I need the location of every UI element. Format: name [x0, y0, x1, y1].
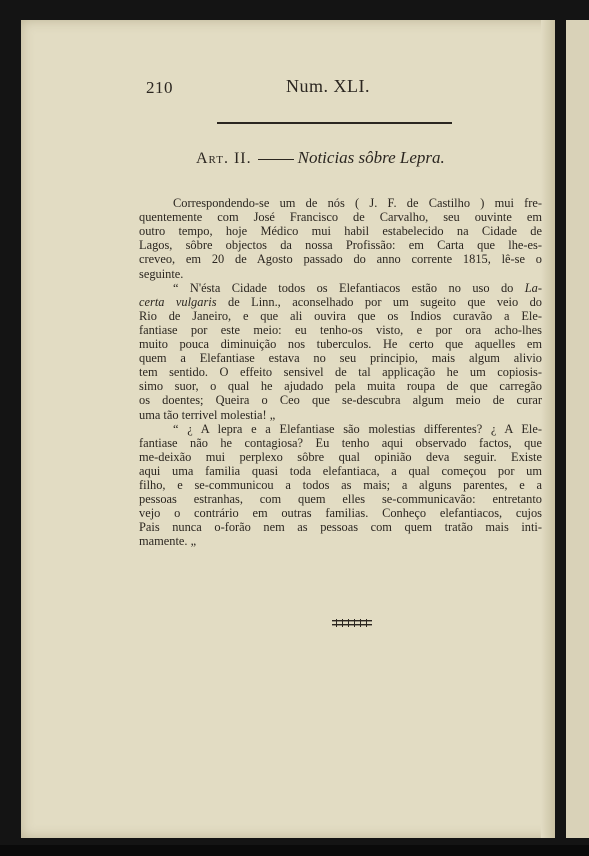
text-line: simo suor, o qual he ajudado pela muita roupa de que carregão: [139, 379, 542, 394]
scan-bottom-border: [0, 845, 589, 856]
text-line: “ N'ésta Cidade todos os Elefantiacos estão no uso do La-: [173, 280, 542, 295]
text-line: seguinte.: [139, 266, 184, 281]
page-content: [21, 20, 555, 838]
text-line: fantiase não he contagiosa? Eu tenho aqui observado factos, que: [139, 435, 542, 450]
text-line: “ ¿ A lepra e a Elefantiase são molestias differentes? ¿ A Ele-: [173, 421, 542, 436]
text-line: creveo, em 20 de Agosto passado do anno corrente 1815, lê-se o: [139, 252, 542, 267]
article-title: Noticias sôbre Lepra.: [297, 148, 445, 167]
text-line: pessoas estranhas, com quem elles se-communicavão: entretanto: [139, 492, 542, 507]
book-page: [21, 20, 555, 838]
article-label: Art. II.: [196, 150, 252, 167]
article-heading: [196, 148, 445, 168]
text-line: os doentes; Queira o Ceo que se-descubra algum meio de curar: [139, 393, 542, 408]
text-line: quentemente com José Francisco de Carvalho, seu ouvinte em: [139, 210, 542, 225]
text-line: mamente. „: [139, 534, 197, 549]
running-head: Num. XLI.: [286, 76, 370, 96]
heading-dash: [258, 159, 294, 160]
text-line: fantiase por este meio: eu tenho-os visto, e por ora acho-lhes: [139, 322, 542, 337]
text-line: outro tempo, hoje Médico mui habil estabelecido na Cidade de: [139, 224, 542, 239]
text-line: Pais nunca o-forão nem as pessoas com quem tratão mais inti-: [139, 520, 542, 535]
text-line: certa vulgaris de Linn., aconselhado por um sugeito que veio do: [139, 294, 542, 309]
italic-term: certa vulgaris: [139, 294, 217, 309]
section-ornament-icon: [332, 618, 372, 628]
text-line: muito pouca diminuição nos tuberculos. He certo que aquelles em: [139, 337, 542, 351]
text-line: vejo o contrário em outras familias. Conheço elefantiacos, cujos: [139, 506, 542, 521]
header-rule: [217, 122, 452, 124]
italic-term: La-: [524, 280, 542, 295]
text-line: aqui uma familia quasi toda elefantiaca, a qual começou por um: [139, 463, 542, 478]
text-line: quem a Elefantiase estava no seu principio, mais algum alivio: [139, 351, 542, 366]
text-line: tem sentido. O effeito sensivel de tal applicação he um copiosis-: [139, 365, 542, 380]
adjacent-page-edge: [566, 20, 589, 838]
text-line: Rio de Janeiro, e que ali ouvira que os Indios curavão a Ele-: [139, 308, 542, 323]
text-line: Correspondendo-se um de nós ( J. F. de Castilho ) mui fre-: [173, 196, 542, 210]
text-line: uma tão terrivel molestia! „: [139, 407, 276, 422]
text-line: me-deixão mui perplexo sôbre qual opinião deva seguir. Existe: [139, 449, 542, 464]
page-number: 210: [146, 78, 173, 97]
text-line: filho, e se-communicou a todos as mais; a alguns parentes, e a: [139, 478, 542, 492]
text-line: Lagos, sôbre objectos da nossa Profissão: em Carta que lhe-es-: [139, 238, 542, 253]
